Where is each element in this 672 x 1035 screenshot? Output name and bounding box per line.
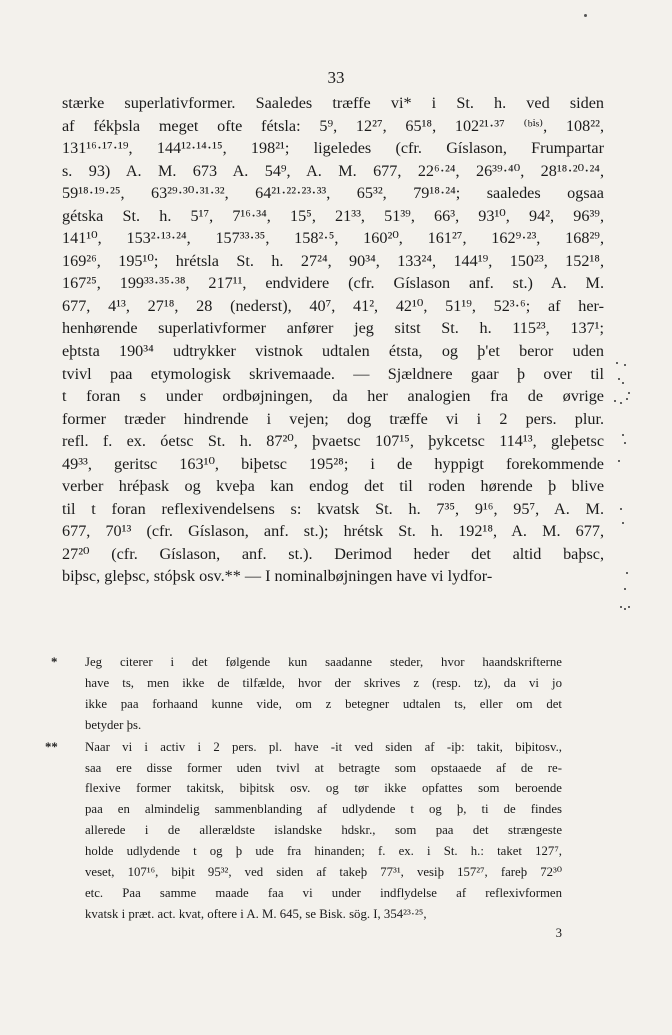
text-line: former træder hindrende i vejen; dog træffe vi i 2 pers. plur.	[62, 409, 604, 428]
body-text	[62, 92, 604, 588]
text-line: refl. f. ex. óetsc St. h. 87²⁰, þvaetsc 107¹⁵, þykcetsc 114¹³, gleþetsc	[62, 432, 604, 451]
text-line: s. 93) A. M. 673 A. 54⁹, A. M. 677, 22⁶·²⁴, 26³⁹·⁴⁰, 28¹⁸·²⁰·²⁴,	[62, 161, 604, 180]
text-line: 59¹⁸·¹⁹·²⁵, 63²⁹·³⁰·³¹·³², 64²¹·²²·²³·³³, 65³², 79¹⁸·²⁴; saaledes ogsaa	[62, 184, 604, 203]
footnote-line: kvatsk i præt. act. kvat, oftere i A. M. 645, se Bisk. sög. I, 354²³·²⁵,	[85, 906, 427, 921]
text-line: gétska St. h. 5¹⁷, 7¹⁶·³⁴, 15⁵, 21³³, 51³⁹, 66³, 93¹⁰, 94², 96³⁹,	[62, 206, 604, 225]
text-line: 131¹⁶·¹⁷·¹⁹, 144¹²·¹⁴·¹⁵, 198²¹; ligeledes (cfr. Gíslason, Frumpartar	[62, 139, 604, 158]
text-line: henhørende superlativformer anfører jeg sitst St. h. 115²³, 137¹;	[62, 319, 604, 338]
footnote-line: saa ere disse former uden tvivl at betragte som opstaaede af de re-	[85, 760, 562, 775]
text-line: t foran s under ordbøjningen, da her analogien fra de øvrige	[62, 387, 604, 406]
footnote-line: betyder þs.	[85, 717, 142, 732]
margin-speckles	[612, 362, 634, 622]
footnote-line: Jeg citerer i det følgende kun saadanne steder, hvor haandskrifterne	[85, 655, 562, 669]
text-line: 677, 4¹³, 27¹⁸, 28 (nederst), 40⁷, 41², 42¹⁰, 51¹⁹, 52³·⁶; af her-	[62, 296, 604, 315]
text-line: 49³³, geritsc 163¹⁰, biþetsc 195²⁸; i de hyppigt forekommende	[62, 454, 604, 473]
footnote-line: allerede i de allerældste islandske hdskr., som paa det strængeste	[85, 823, 562, 838]
speck-mark	[584, 14, 587, 17]
text-line: eþtsta 190³⁴ udtrykker vistnok udtalen étsta, og þ'et beror uden	[62, 342, 604, 361]
footnote-1	[51, 652, 562, 736]
footnote-line: holde udlydende t og þ ude fra hinanden; f. ex. i St. h.: taket 127⁷,	[85, 844, 562, 859]
footnote-line: ikke paa forhaand kunne vide, om z betegner udtalen ts, eller om det	[85, 696, 562, 711]
text-line: verber hréþask og kveþa kan endog det til roden hørende þ blive	[62, 477, 604, 496]
text-line: tvivl paa etymologisk skrivemaade. — Sjældnere gaar þ over til	[62, 364, 604, 383]
footnote-2	[45, 737, 562, 925]
footnote-line: have ts, men ikke de tilfælde, hvor der skrives z (resp. tz), da vi jo	[85, 675, 562, 690]
footnote-line: veset, 107¹⁶, biþit 95³², ved siden af takeþ 77³¹, vesiþ 157²⁷, fareþ 72³⁰	[85, 865, 562, 880]
text-line: 141¹⁰, 153²·¹³·²⁴, 157³³·³⁵, 158²·⁵, 160²⁰, 161²⁷, 162⁹·²³, 168²⁹,	[62, 229, 604, 248]
text-line: stærke superlativformer. Saaledes træffe vi* i St. h. ved siden	[62, 94, 604, 112]
footnote-line: flexive former takitsk, biþitsk osv. og tør ikke opfattes som beroende	[85, 781, 562, 796]
text-line: 677, 70¹³ (cfr. Gíslason, anf. st.); hrétsk St. h. 192¹⁸, A. M. 677,	[62, 522, 604, 541]
text-line: 169²⁶, 195¹⁰; hrétsla St. h. 27²⁴, 90³⁴, 133²⁴, 144¹⁹, 150²³, 152¹⁸,	[62, 251, 604, 270]
text-line: til t foran reflexivendelsens s: kvatsk St. h. 7³⁵, 9¹⁶, 95⁷, A. M.	[62, 499, 604, 518]
signature-mark: 3	[555, 925, 562, 940]
text-line: af fékþsla meget ofte fétsla: 5⁹, 12²⁷, 65¹⁸, 102²¹·³⁷ ⁽ᵇⁱˢ⁾, 108²²,	[62, 116, 604, 135]
text-line: 167²⁵, 199³³·³⁵·³⁸, 217¹¹, endvidere (cfr. Gíslason anf. st.) A. M.	[62, 274, 604, 293]
page-number: 33	[327, 68, 345, 87]
footnotes	[45, 652, 562, 941]
footnote-line: Naar vi i activ i 2 pers. pl. have -it ved siden af -iþ: takit, biþitosv.,	[85, 739, 562, 754]
text-line: 27²⁰ (cfr. Gíslason, anf. st.). Derimod heder det altid baþsc,	[62, 544, 604, 563]
text-line: biþsc, gleþsc, stóþsk osv.** — I nominalbøjningen have vi lydfor-	[62, 567, 493, 586]
footnote-line: paa en almindelig sammenblanding af udlydende t og þ, ti de findes	[85, 802, 562, 817]
footnote-marker: *	[51, 655, 58, 669]
footnote-line: etc. Paa samme maade faa vi under indflydelse af reflexivformen	[85, 885, 562, 900]
footnote-marker: **	[45, 739, 58, 754]
